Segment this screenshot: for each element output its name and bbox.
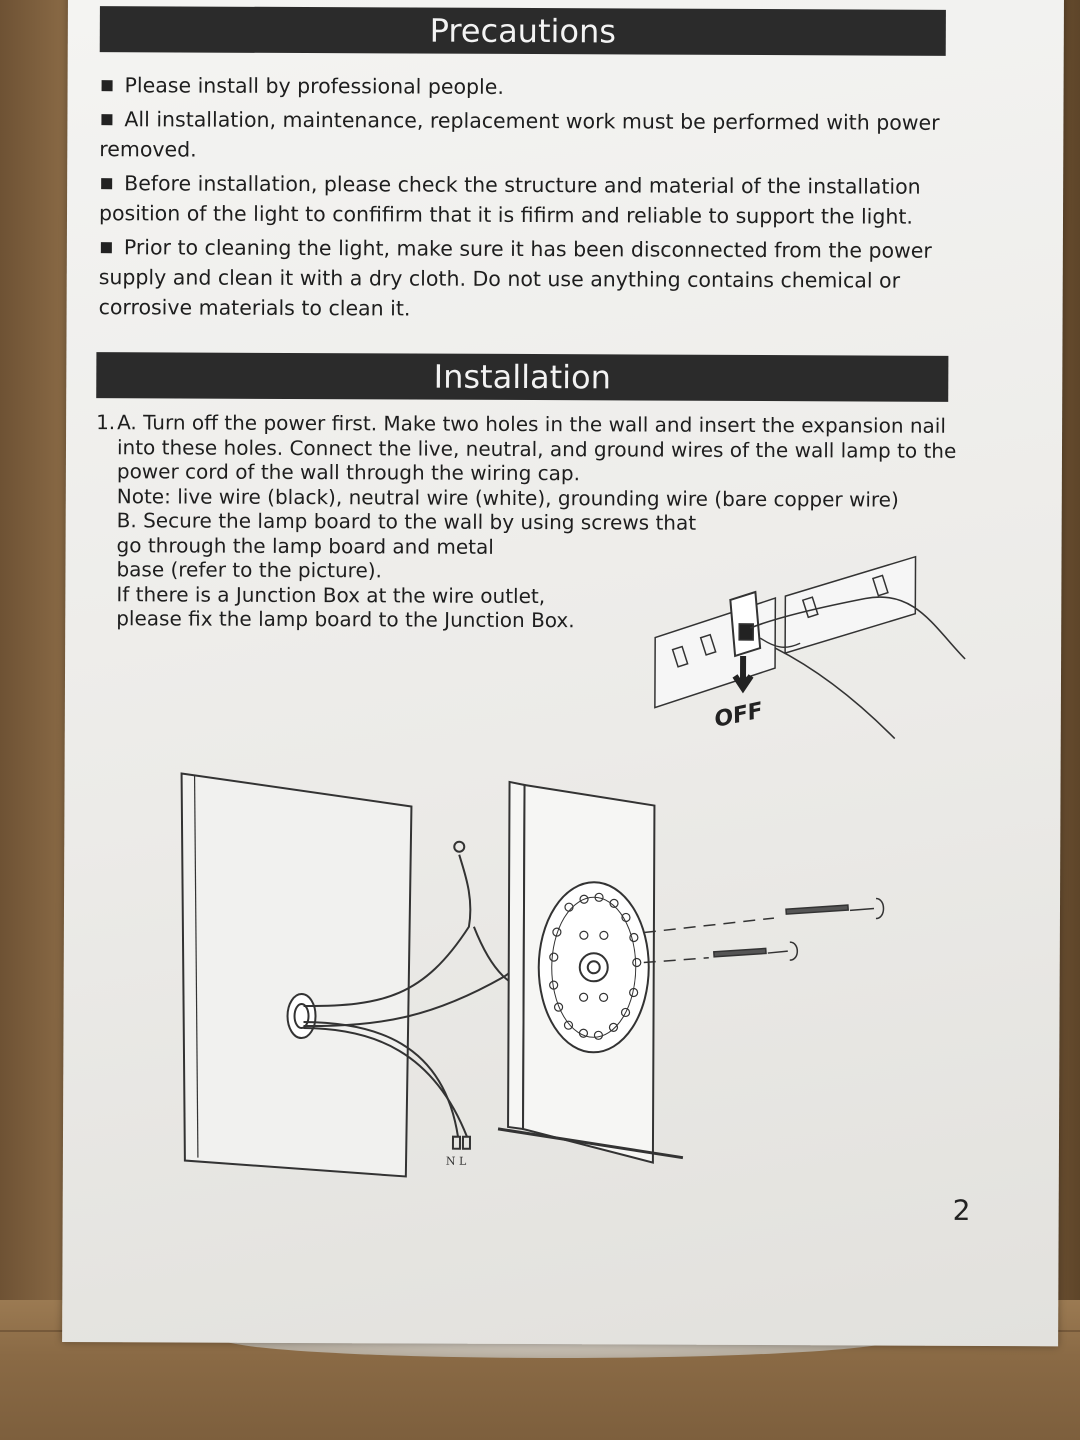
- screws: [644, 898, 884, 964]
- off-label: OFF: [712, 698, 766, 733]
- bullet-square-icon: [101, 242, 112, 253]
- wire-labels: N L: [445, 1154, 467, 1168]
- wall-switch-icon: [655, 556, 966, 739]
- step-line: go through the lamp board and metal: [116, 532, 494, 559]
- precaution-item: Before installation, please check the structure and material of the installation position of the light to confifirm that it is fifirm and reliable to support the light.: [98, 171, 921, 229]
- bullet-square-icon: [101, 178, 112, 189]
- installation-title: Installation: [433, 357, 612, 397]
- page-number: 2: [952, 1193, 971, 1227]
- step-line: B. Secure the lamp board to the wall by using screws that: [116, 508, 697, 535]
- instruction-sheet: [62, 0, 1064, 1346]
- lamp-board: [498, 782, 685, 1163]
- installation-illustration: [173, 535, 976, 1188]
- step-line: power cord of the wall through the wiring cap.: [116, 459, 581, 486]
- precaution-item: All installation, maintenance, replacement work must be performed with power removed.: [99, 107, 940, 162]
- step-line: A. Turn off the power first. Make two holes in the wall and insert the expansion nail: [117, 410, 946, 438]
- installation-header: [96, 352, 948, 402]
- step-line: into these holes. Connect the live, neutral, and ground wires of the wall lamp to the: [116, 434, 957, 463]
- step-line: base (refer to the picture).: [116, 557, 383, 583]
- bullet-square-icon: [101, 114, 112, 125]
- step-line: Note: live wire (black), neutral wire (white), grounding wire (bare copper wire): [116, 483, 899, 512]
- bullet-square-icon: [102, 80, 113, 91]
- precaution-item: Prior to cleaning the light, make sure it has been disconnected from the power supply and clean it with a dry cloth. Do not use anything contains chemical or corrosive materials to clean it.: [98, 235, 932, 321]
- step-line: If there is a Junction Box at the wire outlet,: [116, 581, 546, 608]
- precautions-list: [99, 70, 950, 330]
- step-line: please fix the lamp board to the Junction Box.: [116, 606, 575, 633]
- wall-panel: [180, 774, 412, 1177]
- precautions-title: Precautions: [429, 11, 617, 51]
- step-number: 1.: [96, 410, 116, 435]
- precaution-item: Please install by professional people.: [100, 70, 950, 104]
- precautions-header: [100, 6, 946, 56]
